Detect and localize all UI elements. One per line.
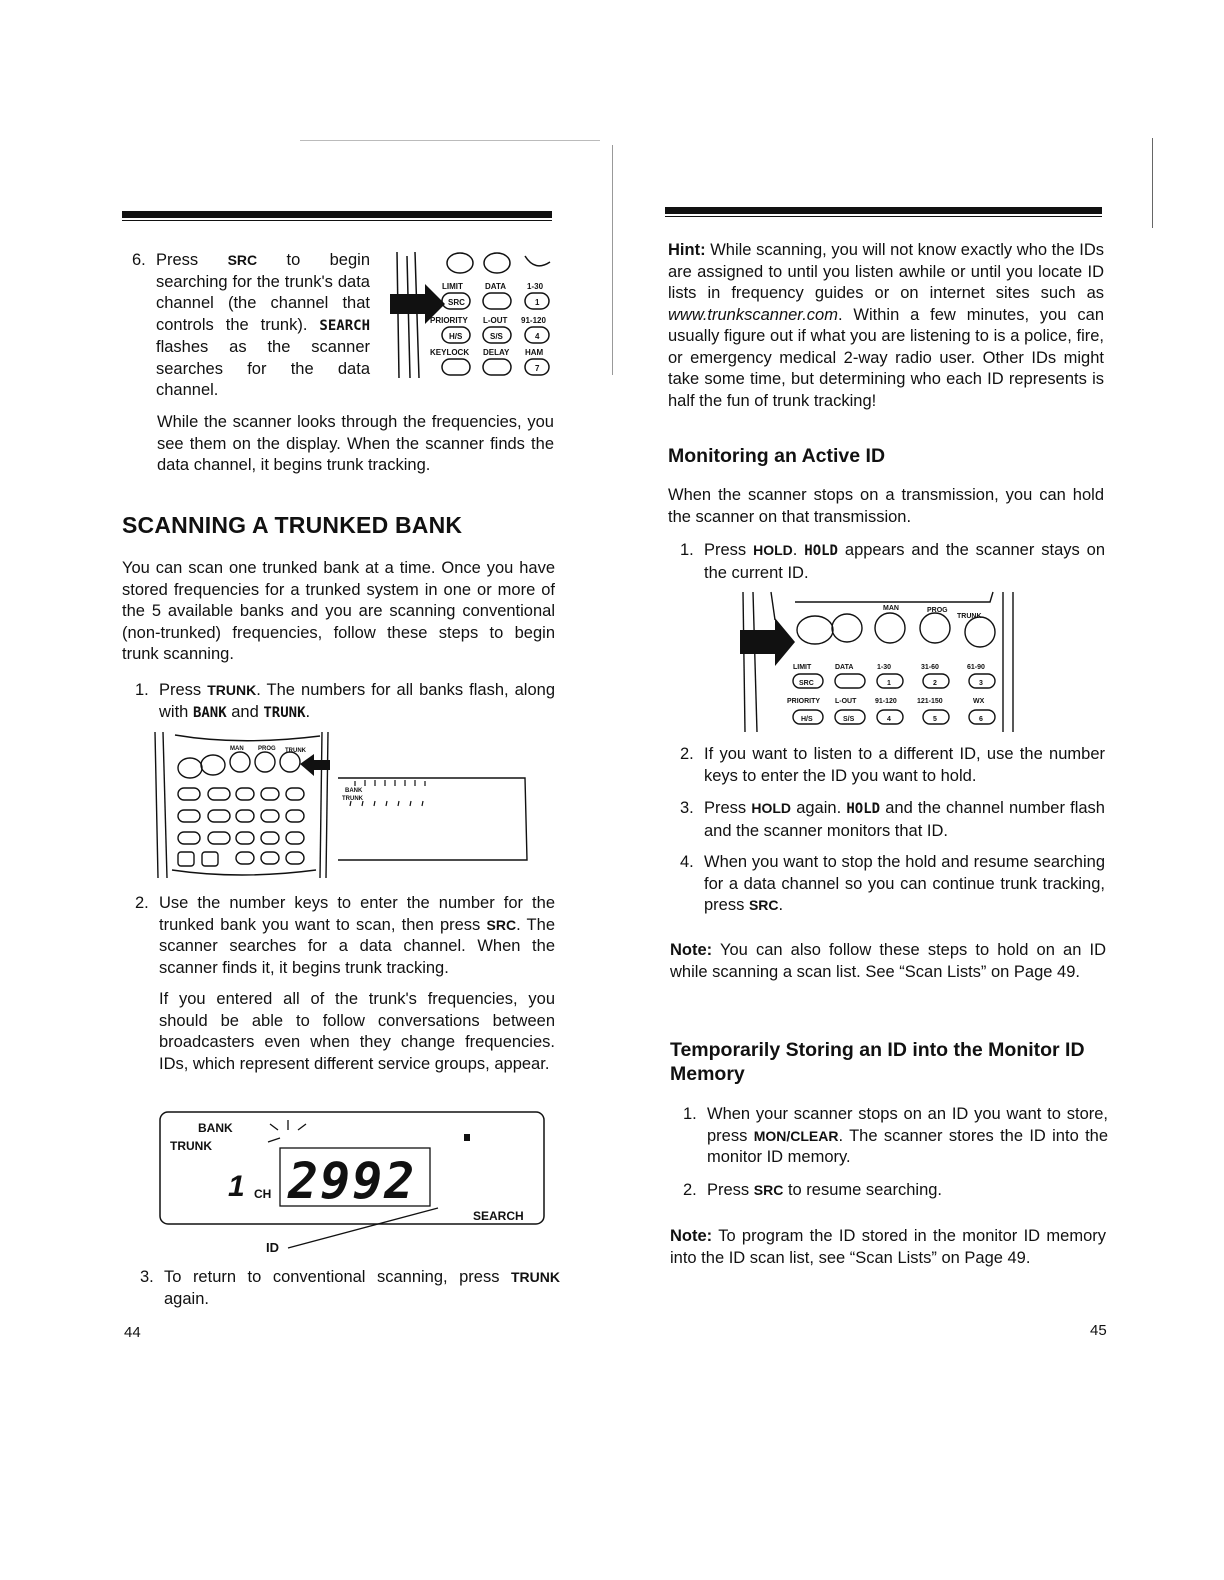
key-ss-label: S/S [843, 716, 855, 723]
hint-url: www.trunkscanner.com [668, 305, 838, 324]
step1-end: . [305, 702, 311, 721]
key-1-label: 1 [887, 680, 891, 687]
t-step2-post: to resume searching. [787, 1181, 943, 1199]
key-ss-label: S/S [490, 332, 503, 341]
keypad-figure-2 [150, 730, 540, 880]
m-step3-post: and the channel number flash and the scanner monitors that ID. [704, 799, 1105, 840]
step1-mid: . The numbers for all banks flash, along with [159, 681, 555, 721]
step-number: 1. [683, 1105, 697, 1123]
keypad-figure-1 [385, 248, 560, 383]
note-2 [670, 1226, 1106, 1269]
key-7-label: 7 [535, 364, 540, 373]
right-top-rule [665, 207, 1102, 214]
step2-post: . The scanner searches for a data channel. When the scanner finds it, it begins trunk tracking. [159, 915, 555, 977]
monitor-step-3 [680, 798, 1105, 842]
note-1 [670, 940, 1106, 983]
monitoring-intro: When the scanner stops on a transmission, you can hold the scanner on that transmission. [668, 486, 1104, 526]
page-number-left: 44 [124, 1324, 141, 1341]
display-hold: HOLD [804, 543, 838, 559]
key-mon-clear: MON/CLEAR [753, 1127, 839, 1144]
center-fold-line [612, 145, 613, 375]
label-limit: LIMIT [793, 664, 812, 671]
step-number: 1. [135, 681, 149, 699]
key-2-label: 2 [933, 680, 937, 687]
t-step2-pre: Press [707, 1181, 750, 1199]
m-step1-mid: . [792, 541, 798, 559]
lcd-bank-digit: 1 [228, 1170, 245, 1203]
section-heading-scanning-trunked-bank: SCANNING A TRUNKED BANK [122, 512, 463, 538]
key-hold: HOLD [753, 542, 793, 558]
lcd-indicator [464, 1134, 470, 1141]
display-search: SEARCH [319, 317, 370, 334]
lcd-search-label: SEARCH [473, 1209, 524, 1223]
m-step4-post: . [778, 896, 784, 914]
step3-pre: To return to conventional scanning, press [164, 1268, 500, 1286]
label-priority: PRIORITY [787, 698, 821, 705]
m-step2-text: If you want to listen to a different ID, use the number keys to enter the ID you want to hold. [704, 745, 1105, 785]
m-step1-post: appears and the scanner stays on the current ID. [704, 541, 1106, 582]
key-1-label: 1 [535, 298, 540, 307]
key-4-label: 4 [887, 716, 891, 723]
display-hold: HOLD [846, 801, 881, 817]
key-src-label: SRC [799, 680, 814, 687]
hint-label: Hint: [668, 241, 706, 259]
step-number: 3. [680, 799, 694, 817]
step-number: 3. [140, 1268, 154, 1286]
heading-temporarily-storing-id: Temporarily Storing an ID into the Monitor ID Memory [670, 1039, 1085, 1085]
label-1-30: 1-30 [877, 664, 892, 671]
step1-pre: Press [159, 681, 202, 699]
key-4-label: 4 [535, 332, 540, 341]
step-3 [140, 1267, 560, 1310]
step-1 [135, 680, 555, 724]
key-hold: HOLD [751, 800, 792, 816]
key-hs-label: H/S [449, 332, 463, 341]
step-2 [135, 893, 555, 1075]
label-ham: HAM [525, 348, 544, 357]
monitor-step-2 [680, 744, 1105, 787]
lcd-bank: BANK [345, 788, 363, 794]
label-wx: WX [973, 698, 985, 705]
label-delay: DELAY [483, 348, 510, 357]
t-step1-post: . The scanner stores the ID into the monitor ID memory. [707, 1126, 1108, 1166]
left-top-rule [122, 211, 552, 218]
label-lout: L-OUT [835, 698, 857, 705]
label-prog: PROG [927, 607, 948, 614]
label-61-90: 61-90 [967, 664, 985, 671]
step-number: 2. [135, 894, 149, 912]
label-data: DATA [835, 664, 854, 671]
key-6-label: 6 [979, 716, 983, 723]
label-121-150: 121-150 [917, 698, 943, 705]
m-step3-mid: again. [796, 799, 842, 817]
hint-paragraph [668, 240, 1104, 412]
step1-and: and [231, 702, 259, 721]
label-91-120: 91-120 [521, 316, 546, 325]
label-man: MAN [230, 746, 244, 752]
m-step3-pre: Press [704, 799, 747, 817]
step3-post: again. [164, 1289, 209, 1308]
label-prog: PROG [258, 746, 276, 752]
key-src: SRC [753, 1182, 784, 1198]
m-step1-pre: Press [704, 541, 747, 559]
arrow-icon [740, 618, 795, 666]
lcd-id-label: ID [266, 1240, 279, 1255]
label-man: MAN [883, 605, 899, 612]
step-number: 2. [683, 1181, 697, 1199]
monitor-step-1 [680, 540, 1105, 584]
label-trunk: TRUNK [957, 613, 982, 620]
keypad-figure-3 [735, 590, 1025, 735]
key-src-label: SRC [448, 298, 465, 307]
scan-artifact-line [300, 140, 600, 141]
label-limit: LIMIT [442, 282, 463, 291]
step6-press: Press [156, 251, 199, 269]
arrow-icon [300, 754, 330, 776]
store-step-1 [683, 1104, 1108, 1169]
key-trunk: TRUNK [511, 1269, 560, 1285]
step-number: 1. [680, 541, 694, 559]
step-number: 4. [680, 853, 694, 871]
lcd-trunk-label: TRUNK [170, 1139, 212, 1153]
key-5-label: 5 [933, 716, 937, 723]
intro-paragraph: You can scan one trunked bank at a time. Once you have stored frequencies for a trunked system in one or more of the 5 available banks and you are scanning conventional (non-trunked) frequencies, follow these steps to begin trunk scanning. [122, 559, 555, 663]
lcd-display-figure [158, 1108, 550, 1256]
key-hs-label: H/S [801, 716, 813, 723]
key-src: SRC [227, 252, 258, 268]
label-keylock: KEYLOCK [430, 348, 470, 357]
note-1-text: You can also follow these steps to hold on an ID while scanning a scan list. See “Scan Lists” on Page 49. [670, 941, 1106, 981]
lcd-bank-label: BANK [198, 1121, 233, 1135]
step-6 [132, 250, 370, 402]
key-src: SRC [748, 897, 779, 913]
key-3-label: 3 [979, 680, 983, 687]
label-lout: L-OUT [483, 316, 508, 325]
display-bank: BANK [192, 704, 227, 721]
monitor-step-4 [680, 852, 1105, 917]
note-2-text: To program the ID stored in the monitor ID memory into the ID scan list, see “Scan Lists” on Page 49. [670, 1227, 1106, 1267]
step2-pre: Use the number keys to enter the number for the trunked bank you want to scan, then press [159, 894, 555, 934]
t-step1-pre: When your scanner stops on an ID you want to store, press [707, 1105, 1108, 1145]
label-31-60: 31-60 [921, 664, 939, 671]
step2-paragraph-2: If you entered all of the trunk's frequencies, you should be able to follow conversations between broadcasters even when they change frequencies. IDs, which represent different service groups, appear. [159, 990, 555, 1073]
key-trunk: TRUNK [207, 682, 257, 698]
store-step-2 [683, 1180, 1108, 1202]
m-step4-pre: When you want to stop the hold and resume searching for a data channel so you can continue trunk tracking, press [704, 853, 1105, 914]
step6-follow-text: While the scanner looks through the frequencies, you see them on the display. When the scanner finds the data channel, it begins trunk tracking. [157, 413, 554, 474]
step6-text-after: flashes as the scanner searches for the data channel. [156, 338, 370, 399]
note-label: Note: [670, 941, 713, 959]
label-trunk: TRUNK [285, 748, 306, 754]
step-number: 6. [132, 251, 146, 269]
display-trunk: TRUNK [263, 704, 306, 721]
hint-text: While scanning, you will not know exactly who the IDs are assigned to until you listen awhile or until you locate ID lists in frequency guides or on internet sites such as [668, 241, 1104, 302]
label-data: DATA [485, 282, 507, 291]
page-number-right: 45 [1090, 1322, 1107, 1339]
step-number: 2. [680, 745, 694, 763]
label-priority: PRIORITY [430, 316, 468, 325]
lcd-ch-label: CH [254, 1187, 272, 1201]
key-src: SRC [486, 916, 517, 933]
scan-edge-line [1152, 138, 1153, 228]
lcd-id-value: 2992 [288, 1152, 417, 1210]
note-label: Note: [670, 1227, 713, 1245]
label-91-120: 91-120 [875, 698, 897, 705]
lcd-trunk: TRUNK [342, 796, 363, 802]
label-1-30: 1-30 [527, 282, 544, 291]
step6-text: to begin searching for the trunk's data channel (the channel that controls the trunk). [156, 251, 370, 334]
hint-text-post: . Within a few minutes, you can usually figure out if what you are listening to is a police, fire, or emergency medical 2-way radio user. Other IDs might take some time, but determining who each ID represents is half the fun of trunk tracking! [668, 305, 1104, 410]
heading-monitoring-active-id: Monitoring an Active ID [668, 445, 886, 467]
